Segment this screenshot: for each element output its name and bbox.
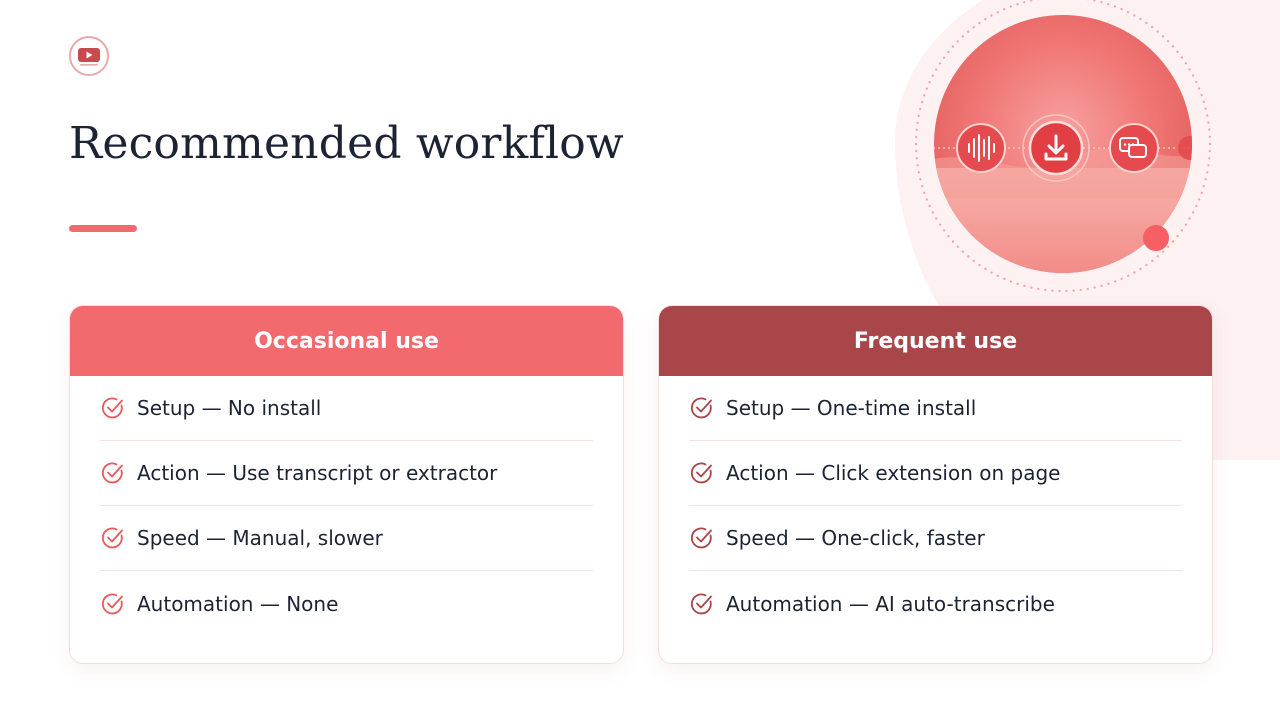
list-item (100, 571, 593, 636)
check-circle-icon (100, 460, 126, 486)
list-item (100, 376, 593, 441)
list-item (689, 506, 1182, 571)
chat-bubbles-icon (1110, 124, 1158, 172)
frequent-use-card (658, 305, 1213, 664)
check-circle-icon (100, 525, 126, 551)
occasional-use-title: Occasional use (70, 306, 623, 376)
list-item (689, 441, 1182, 506)
video-play-icon (69, 36, 109, 76)
page-title: Recommended workflow (69, 118, 624, 169)
check-circle-icon (689, 525, 715, 551)
check-circle-icon (100, 591, 126, 617)
list-item-label: Speed — Manual, slower (137, 526, 383, 550)
list-item-label: Setup — One-time install (726, 396, 977, 420)
audio-wave-icon (957, 124, 1005, 172)
list-item (689, 376, 1182, 441)
download-icon (1023, 115, 1089, 181)
frequent-use-title: Frequent use (659, 306, 1212, 376)
list-item-label: Action — Use transcript or extractor (137, 461, 498, 485)
list-item-label: Automation — None (137, 591, 339, 616)
list-item-label: Speed — One-click, faster (726, 526, 985, 550)
list-item (100, 441, 593, 506)
list-item-label: Setup — No install (137, 396, 322, 420)
occasional-use-list (70, 376, 623, 636)
check-circle-icon (689, 591, 715, 617)
check-circle-icon (689, 395, 715, 421)
occasional-use-card (69, 305, 624, 664)
list-item-label: Action — Click extension on page (726, 461, 1061, 485)
frequent-use-list (659, 376, 1212, 636)
check-circle-icon (689, 460, 715, 486)
check-circle-icon (100, 395, 126, 421)
list-item-label: Automation — AI auto-transcribe (726, 591, 1055, 616)
hero-illustration (913, 0, 1213, 298)
list-item (689, 571, 1182, 636)
title-accent-bar (69, 225, 137, 232)
list-item (100, 506, 593, 571)
